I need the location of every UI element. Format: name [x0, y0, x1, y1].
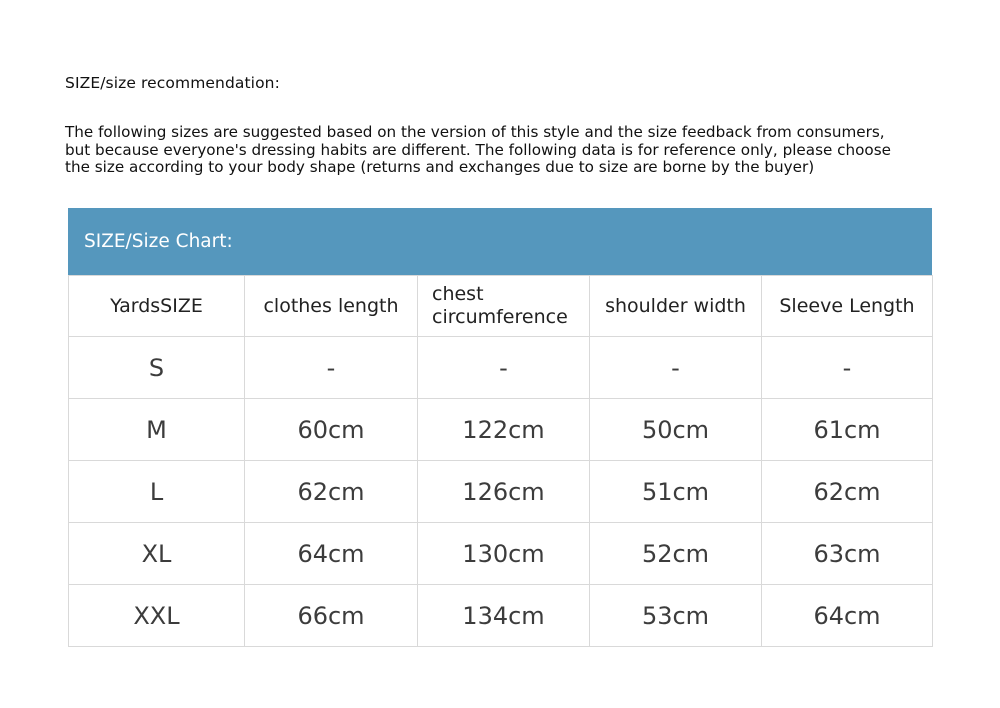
table-row	[69, 585, 933, 647]
column-header-clothes-length: clothes length	[245, 276, 418, 337]
column-header-shoulder-width: shoulder width	[590, 276, 762, 337]
clothes-length-cell: -	[245, 337, 418, 399]
shoulder-width-cell: 51cm	[590, 461, 762, 523]
size-cell: XXL	[69, 585, 245, 647]
shoulder-width-cell: 52cm	[590, 523, 762, 585]
chest-cell: -	[418, 337, 590, 399]
size-cell: XL	[69, 523, 245, 585]
table-row	[69, 337, 933, 399]
table-row	[69, 399, 933, 461]
chest-line-2: circumference	[432, 306, 568, 328]
column-header-size: YardsSIZE	[69, 276, 245, 337]
intro-line: but because everyone's dressing habits are different. The following data is for reference only, please choose	[65, 140, 891, 159]
sleeve-length-cell: 63cm	[762, 523, 933, 585]
sleeve-length-cell: 64cm	[762, 585, 933, 647]
table-header-row	[69, 276, 933, 337]
intro-line: The following sizes are suggested based on the version of this style and the size feedback from consumers,	[65, 123, 885, 141]
clothes-length-cell: 66cm	[245, 585, 418, 647]
intro-line: the size according to your body shape (returns and exchanges due to size are borne by the buyer)	[65, 158, 815, 176]
size-cell: L	[69, 461, 245, 523]
table-row	[69, 523, 933, 585]
size-chart	[68, 208, 932, 647]
chest-line-1: chest	[432, 283, 484, 305]
shoulder-width-cell: 50cm	[590, 399, 762, 461]
column-header-chest	[418, 276, 590, 337]
chest-cell: 130cm	[418, 523, 590, 585]
chest-cell: 126cm	[418, 461, 590, 523]
sleeve-length-cell: 61cm	[762, 399, 933, 461]
size-table	[68, 275, 933, 647]
clothes-length-cell: 62cm	[245, 461, 418, 523]
sleeve-length-cell: 62cm	[762, 461, 933, 523]
intro-text	[65, 124, 965, 177]
column-header-sleeve-length: Sleeve Length	[762, 276, 933, 337]
clothes-length-cell: 64cm	[245, 523, 418, 585]
clothes-length-cell: 60cm	[245, 399, 418, 461]
size-cell: M	[69, 399, 245, 461]
shoulder-width-cell: 53cm	[590, 585, 762, 647]
page-heading: SIZE/size recommendation:	[65, 74, 280, 92]
chest-cell: 122cm	[418, 399, 590, 461]
shoulder-width-cell: -	[590, 337, 762, 399]
chest-cell: 134cm	[418, 585, 590, 647]
size-chart-title: SIZE/Size Chart:	[68, 208, 932, 275]
sleeve-length-cell: -	[762, 337, 933, 399]
size-cell: S	[69, 337, 245, 399]
table-row	[69, 461, 933, 523]
